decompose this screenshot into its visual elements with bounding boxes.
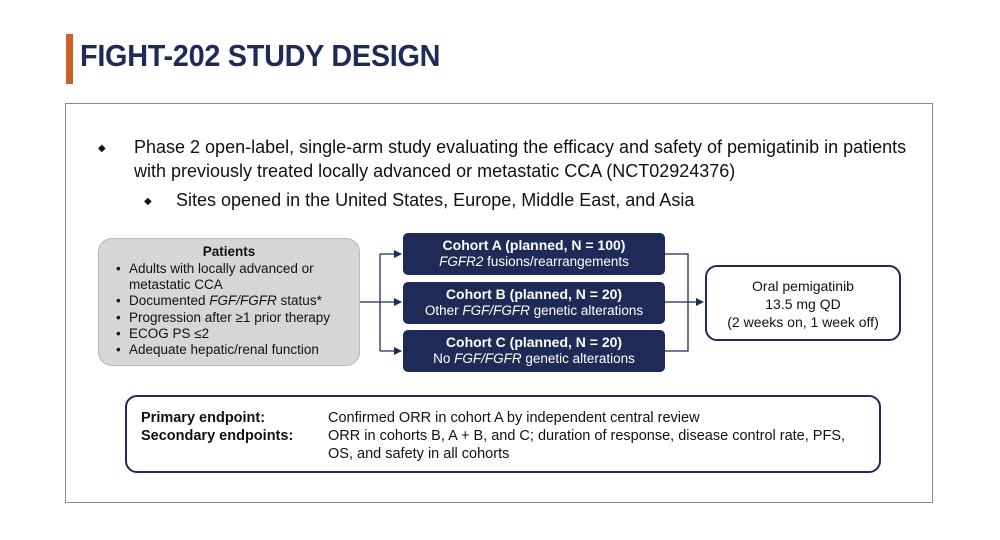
slide-title: FIGHT-202 STUDY DESIGN	[80, 38, 441, 73]
treatment-box	[705, 265, 901, 341]
cohort-a-title: Cohort A (planned, N = 100)	[442, 237, 626, 253]
list-item: • Adults with locally advanced or metastatic CCA	[129, 261, 359, 293]
cohort-b-subtitle: Other FGF/FGFR genetic alterations	[424, 303, 644, 318]
secondary-endpoints-label: Secondary endpoints:	[141, 428, 294, 444]
treatment-schedule: (2 weeks on, 1 week off)	[727, 314, 879, 330]
primary-endpoint-label: Primary endpoint:	[141, 410, 266, 426]
cohort-c-title: Cohort C (planned, N = 20)	[445, 334, 623, 350]
treatment-drug: Oral pemigatinib	[752, 278, 854, 294]
treatment-dose: 13.5 mg QD	[765, 296, 841, 312]
patients-heading: Patients	[202, 244, 256, 259]
main-bullet-text: Phase 2 open-label, single-arm study evaluating the efficacy and safety of pemigatinib in patients with previously treated locally advanced or metastatic CCA (NCT02924376)	[134, 137, 907, 181]
patients-box	[98, 238, 360, 366]
cohort-a-box	[403, 233, 665, 275]
list-item: • Adequate hepatic/renal function	[129, 342, 359, 358]
endpoints-box	[125, 395, 881, 473]
cohort-b-title: Cohort B (planned, N = 20)	[445, 286, 623, 302]
primary-endpoint-value: Confirmed ORR in cohort A by independent central review	[328, 410, 700, 426]
cohort-c-box	[403, 330, 665, 372]
cohort-c-subtitle: No FGF/FGFR genetic alterations	[433, 351, 635, 366]
list-item: • Progression after ≥1 prior therapy	[129, 310, 359, 326]
sub-bullet-text: Sites opened in the United States, Europe, Middle East, and Asia	[176, 190, 695, 210]
bullet-diamond-icon: ◆	[144, 196, 152, 207]
cohort-a-subtitle: FGFR2 fusions/rearrangements	[439, 254, 629, 269]
secondary-endpoints-value: ORR in cohorts B, A + B, and C; duration of response, disease control rate, PFS, OS, and safety in all cohorts	[328, 428, 846, 462]
patients-criteria-list	[99, 261, 359, 358]
bullet-diamond-icon: ◆	[98, 143, 106, 154]
list-item: • Documented FGF/FGFR status*	[129, 293, 359, 309]
cohort-b-box	[403, 282, 665, 324]
list-item: • ECOG PS ≤2	[129, 326, 359, 342]
